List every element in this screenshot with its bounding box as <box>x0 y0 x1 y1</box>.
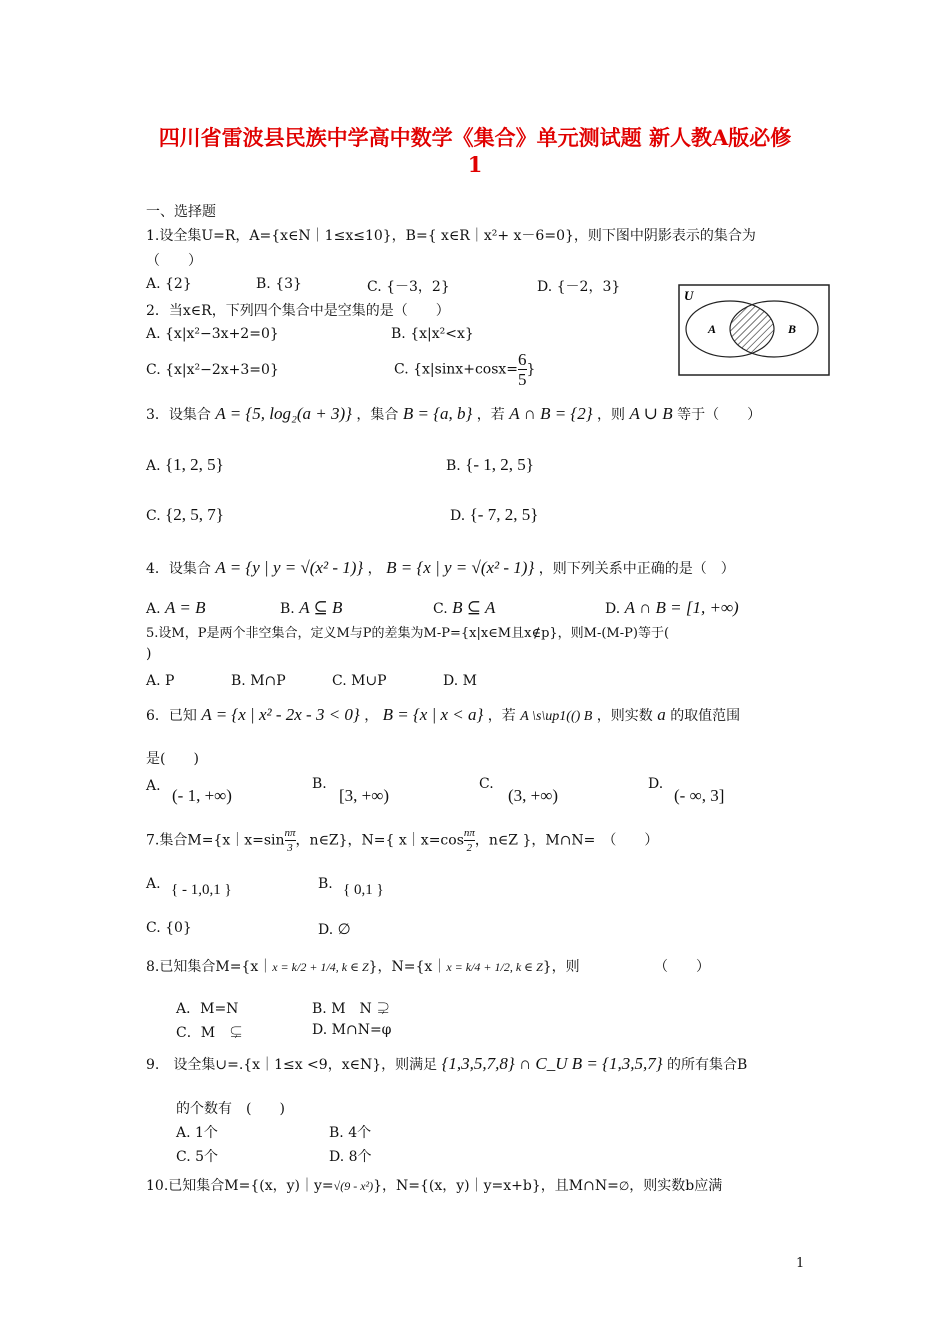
q4-set-b: B = {x | y = √(x² - 1)} <box>386 558 535 577</box>
q6-option-a-value: (- 1, +∞) <box>172 786 232 805</box>
q1-option-b: B. {3} <box>256 276 302 292</box>
q2-option-d: C. {x|sinx+cosx= $\frac{6}{5}$ } <box>394 350 536 389</box>
q5-stem: 5.设M，P是两个非空集合，定义M与P的差集为M-P={x|x∈M且x∉p}，则M-(M-P)等于( <box>146 626 670 641</box>
q9-option-d: D. 8个 <box>329 1149 372 1165</box>
q5-option-b: B. M∩P <box>231 673 286 689</box>
q1-option-d: D. {－2，3} <box>537 279 621 295</box>
q6-option-c: C. <box>479 776 494 792</box>
q3-option-d: D. {- 7, 2, 5} <box>450 505 539 524</box>
venn-label-b: B <box>788 322 797 336</box>
q9-option-b: B. 4个 <box>329 1125 372 1141</box>
q5-option-d: D. M <box>443 673 477 689</box>
q7-option-a-value: { - 1,0,1 } <box>171 882 232 898</box>
document-title-line2: 1 <box>467 152 483 177</box>
q4-option-b: B. A ⊆ B <box>280 598 343 617</box>
q4-option-a: A. A = B <box>146 598 206 617</box>
q6-option-d: D. <box>648 776 664 792</box>
q4-stem: 4．设集合 A = {y | y = √(x² - 1)} ， B = {x | y = √(x² - 1)} ，则下列关系中正确的是（ ） <box>146 558 735 577</box>
section-heading: 一、选择题 <box>146 204 216 220</box>
q8-option-c: C．M ⊊ <box>176 1025 244 1041</box>
q3-set-b: B = {a, b} <box>402 404 473 423</box>
q9-expression: {1,3,5,7,8} ∩ C_U B = {1,3,5,7} <box>441 1054 663 1073</box>
q3-option-b: B. {- 1, 2, 5} <box>446 455 534 474</box>
q1-stem: 1.设全集U=R，A={x∈N｜1≤x≤10}，B={ x∈R｜x²+ x－6=0}，则下图中阴影表示的集合为 <box>146 228 756 244</box>
q6-stem: 6．已知 A = {x | x² - 2x - 3 < 0} ， B = {x | x < a} ，若 A \s\up1(() B ，则实数 a 的取值范围 <box>146 705 741 724</box>
q3-set-a: A = {5, log₂(a + 3)} <box>215 404 352 423</box>
venn-label-a: A <box>708 322 717 336</box>
q10-sqrt: √(9 - x²) <box>333 1179 374 1193</box>
q9-stem: 9. 设全集∪=.{x｜1≤x <9，x∈N}，则满足 {1,3,5,7,8} ∩ C_U B = {1,3,5,7} 的所有集合B <box>146 1054 748 1073</box>
q2-stem: 2．当x∈R，下列四个集合中是空集的是（ ） <box>146 303 450 319</box>
q8-option-b: B. M N ⊋ <box>312 1001 391 1017</box>
q2-option-c: C. {x|x²−2x+3=0} <box>146 362 279 378</box>
q3-option-c: C. {2, 5, 7} <box>146 505 224 524</box>
q6-stem-line2: 是( ) <box>146 751 199 767</box>
venn-diagram <box>678 284 830 376</box>
q8-set-n-expr: x = k/4 + 1/2, k ∈ Z <box>446 960 543 974</box>
q8-option-a: A．M=N <box>176 1001 239 1017</box>
q1-option-a: A. {2} <box>146 276 192 292</box>
q9-stem-line2: 的个数有 ( ) <box>176 1101 285 1117</box>
q6-option-b-value: [3, +∞) <box>339 786 390 805</box>
q9-option-c: C. 5个 <box>176 1149 219 1165</box>
q6-option-a: A. <box>146 778 161 794</box>
q7-option-c: C. {0} <box>146 920 192 936</box>
q6-option-b: B. <box>312 776 327 792</box>
document-title: 四川省雷波县民族中学高中数学《集合》单元测试题 新人教A版必修 <box>158 125 792 150</box>
q8-paren: （ ） <box>654 959 710 975</box>
q2-option-a: A. {x|x²−3x+2=0} <box>146 326 279 342</box>
q5-option-c: C. M∪P <box>332 673 387 689</box>
q7-stem: 7.集合M={x｜x=sin $\frac{n\pi}{3}$ ，n∈Z}，N={ x｜x=cos $\frac{n\pi}{2}$ ，n∈Z }，M∩N= （ ） <box>146 827 659 854</box>
q3-stem: 3．设集合 A = {5, log₂(a + 3)} ，集合 B = {a, b} ，若 A ∩ B = {2} ，则 A ∪ B 等于（ ） <box>146 404 762 423</box>
q1-paren: （ ） <box>146 253 202 269</box>
q4-option-c: C. B ⊆ A <box>433 598 496 617</box>
q7-option-a: A. <box>146 876 161 892</box>
q10-stem: 10.已知集合M={(x，y)｜y=√(9 - x²)}，N={(x，y)｜y=x+b}，且M∩N=∅，则实数b应满 <box>146 1178 723 1194</box>
venn-label-u: U <box>684 288 694 303</box>
q5-option-a: A. P <box>146 673 175 689</box>
q8-stem: 8.已知集合M={x｜x = k/2 + 1/4, k ∈ Z}，N={x｜x = k/4 + 1/2, k ∈ Z}，则 <box>146 959 580 975</box>
page-number: 1 <box>796 1256 805 1271</box>
q7-option-d: D. ∅ <box>318 922 351 938</box>
q5-stem-line2: ) <box>146 646 152 662</box>
q7-option-b-value: { 0,1 } <box>343 882 384 898</box>
q7-option-b: B. <box>318 876 333 892</box>
q9-option-a: A. 1个 <box>176 1125 218 1141</box>
q3-option-a: A. {1, 2, 5} <box>146 455 224 474</box>
q8-option-d: D. M∩N=φ <box>312 1022 392 1038</box>
q2-option-b: B. {x|x²<x} <box>391 326 474 342</box>
q6-option-c-value: (3, +∞) <box>508 786 559 805</box>
q6-set-a: A = {x | x² - 2x - 3 < 0} <box>201 705 360 724</box>
q6-option-d-value: (- ∞, 3] <box>674 786 725 805</box>
q4-option-d: D. A ∩ B = [1, +∞) <box>605 598 739 617</box>
q4-set-a: A = {y | y = √(x² - 1)} <box>215 558 364 577</box>
q6-set-b: B = {x | x < a} <box>382 705 484 724</box>
q1-option-c: C. {－3，2} <box>367 279 450 295</box>
q8-set-m-expr: x = k/2 + 1/4, k ∈ Z <box>272 960 369 974</box>
